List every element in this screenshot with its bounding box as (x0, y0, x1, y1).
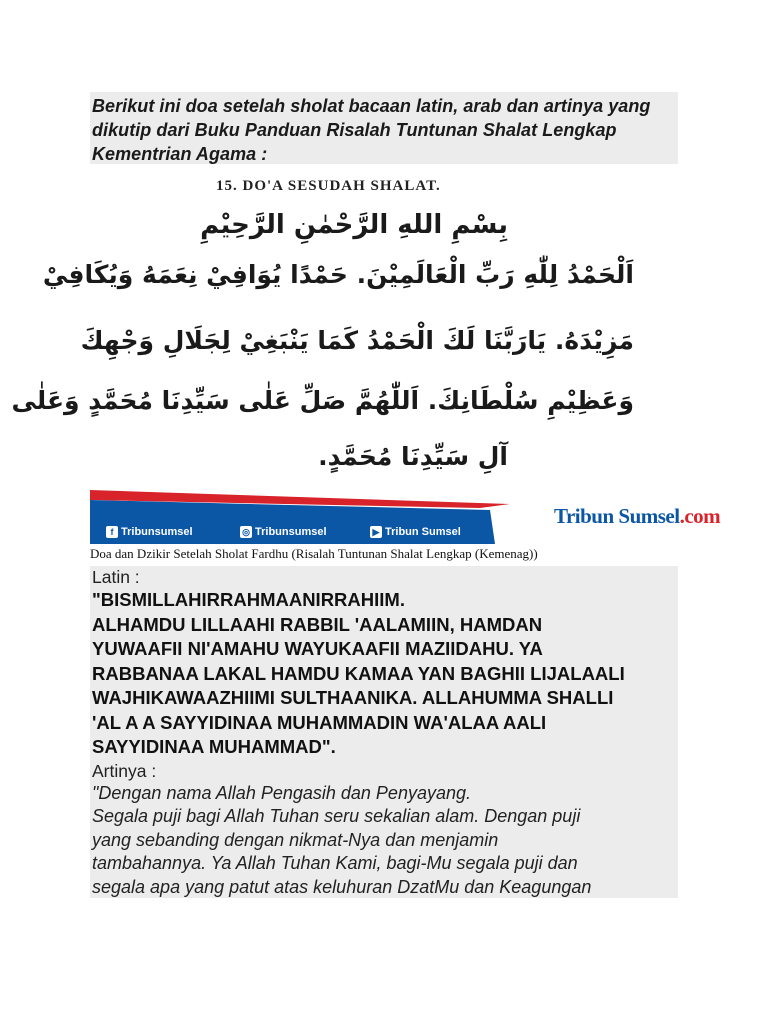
youtube-icon: ▶ (370, 526, 382, 538)
doa-image (11, 166, 721, 544)
latin-line: WAJHIKAWAAZHIIMI SULTHAANIKA. ALLAHUMMA SHALLI (92, 687, 614, 708)
instagram-icon: ◎ (240, 526, 252, 538)
youtube-link[interactable] (370, 526, 461, 538)
latin-label: Latin : (92, 567, 140, 587)
doa-heading: 15. DO'A SESUDAH SHALAT. (216, 178, 441, 194)
arabic-line-1: بِسْمِ اللهِ الرَّحْمٰنِ الرَّحِيْمِ (200, 210, 508, 240)
arabic-line-2: اَلْحَمْدُ لِلّٰهِ رَبِّ الْعَالَمِيْنَ. حَمْدًا يُوَافِيْ نِعَمَهُ وَيُكَافِيْ (42, 260, 634, 289)
brand-name: Tribun Sumsel (554, 504, 680, 528)
facebook-icon: f (106, 526, 118, 538)
instagram-link[interactable] (240, 526, 327, 538)
tribun-logo (554, 504, 720, 529)
artinya-line: tambahannya. Ya Allah Tuhan Kami, bagi-Mu segala puji dan (92, 853, 578, 873)
latin-line: "BISMILLAHIRRAHMAANIRRAHIIM. (92, 589, 405, 610)
intro-text: Berikut ini doa setelah sholat bacaan latin, arab dan artinya yang dikutip dari Buku Panduan Risalah Tuntunan Shalat Lengkap Kementrian Agama : (92, 96, 651, 164)
artinya-line: yang sebanding dengan nikmat-Nya dan menjamin (92, 829, 499, 850)
artinya-label: Artinya : (92, 760, 157, 781)
facebook-label: Tribunsumsel (121, 526, 193, 538)
image-caption: Doa dan Dzikir Setelah Sholat Fardhu (Risalah Tuntunan Shalat Lengkap (Kemenag)) (90, 546, 538, 561)
transliteration-block (90, 566, 678, 898)
facebook-link[interactable] (106, 526, 193, 538)
youtube-label: Tribun Sumsel (385, 526, 461, 538)
tribun-banner (90, 490, 721, 544)
artinya-line: Segala puji bagi Allah Tuhan seru sekalian alam. Dengan puji (92, 806, 581, 826)
latin-line: ALHAMDU LILLAAHI RABBIL 'AALAMIIN, HAMDAN (92, 613, 543, 635)
instagram-label: Tribunsumsel (255, 526, 327, 538)
latin-line: RABBANAA LAKAL HAMDU KAMAA YAN BAGHII LIJALAALI (92, 662, 625, 684)
arabic-line-5: آلِ سَيِّدِنَا مُحَمَّدٍ. (318, 442, 508, 471)
latin-line: YUWAAFII NI'AMAHU WAYUKAAFII MAZIIDAHU. YA (92, 638, 543, 659)
intro-block (90, 92, 678, 164)
arabic-line-4: وَعَظِيْمِ سُلْطَانِكَ. اَللّٰهُمَّ صَلِّ عَلٰى سَيِّدِنَا مُحَمَّدٍ وَعَلٰى (11, 386, 634, 415)
latin-line: 'AL A A SAYYIDINAA MUHAMMADIN WA'ALAA AALI (92, 711, 547, 733)
brand-tld: .com (679, 504, 721, 528)
artinya-line: "Dengan nama Allah Pengasih dan Penyayang. (92, 782, 471, 803)
arabic-line-3: مَزِيْدَهُ. يَارَبَّنَا لَكَ الْحَمْدُ كَمَا يَنْبَغِيْ لِجَلَالِ وَجْهِكَ (80, 326, 634, 355)
artinya-line: segala apa yang patut atas keluhuran DzatMu dan Keagungan (92, 876, 592, 897)
latin-line: SAYYIDINAA MUHAMMAD". (92, 736, 336, 757)
